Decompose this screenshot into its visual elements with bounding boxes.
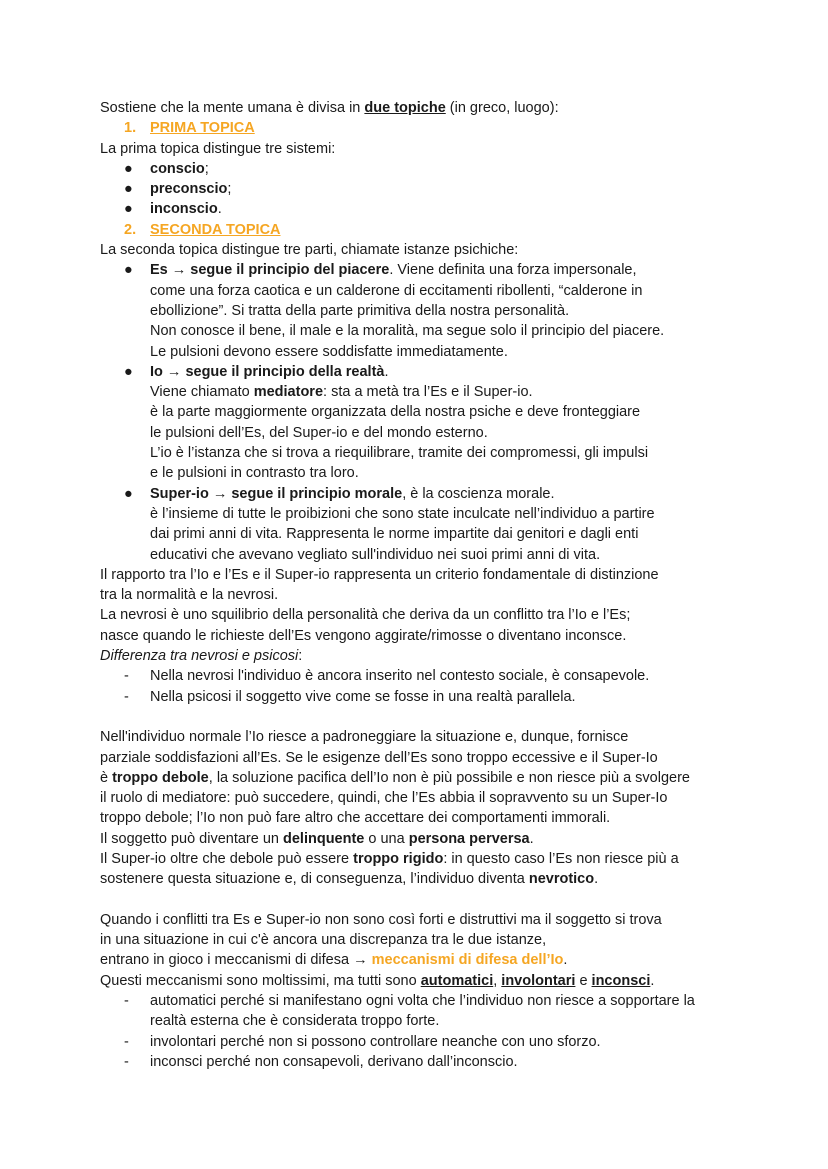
paragraph-line: Nell'individuo normale l’Io riesce a padroneggiare la situazione e, dunque, fornisce [100, 729, 629, 746]
paragraph-line: Questi meccanismi sono moltissimi, ma tutti sono automatici, involontari e inconsci. [100, 972, 655, 989]
bullet-icon: ● [124, 363, 133, 380]
paragraph-line: La nevrosi è uno squilibrio della personalità che deriva da un conflitto tra l’Io e l’Es; [100, 607, 631, 624]
paragraph-line: nasce quando le richieste dell’Es vengono aggirate/rimosse o diventano inconsce. [100, 627, 627, 644]
bullet-icon: ● [124, 262, 133, 279]
dash-item: - automatici perché si manifestano ogni volta che l’individuo non riesce a sopportare la [100, 991, 768, 1011]
dash-item: - Nella psicosi il soggetto vive come se fosse in una realtà parallela. [100, 687, 768, 707]
paragraph-line: tra la normalità e la nevrosi. [100, 587, 279, 604]
spacer [100, 890, 768, 910]
paragraph-line: parziale soddisfazioni all’Es. Se le esigenze dell’Es sono troppo eccessive e il Super-Io [100, 749, 658, 766]
paragraph-line: Il Super-io oltre che debole può essere troppo rigido: in questo caso l’Es non riesce più a [100, 850, 679, 867]
dash-icon: - [124, 668, 129, 685]
dash-item: - inconsci perché non consapevoli, derivano dall’inconscio. [100, 1052, 768, 1072]
list-continuation: Viene chiamato mediatore: sta a metà tra l’Es e il Super-io. [150, 384, 533, 401]
intro-line: Sostiene che la mente umana è divisa in due topiche (in greco, luogo): [100, 100, 559, 116]
paragraph-line: sostenere questa situazione e, di conseguenza, l’individuo diventa nevrotico. [100, 871, 599, 888]
paragraph-line: troppo debole; l’Io non può fare altro che accettare dei comportamenti immorali. [100, 810, 611, 827]
dash-item: - involontari perché non si possono controllare neanche con uno sforzo. [100, 1032, 768, 1052]
paragraph-line: entrano in gioco i meccanismi di difesa → meccanismi di difesa dell’Io. [100, 952, 568, 969]
heading-seconda-topica: 2. SECONDA TOPICA [124, 221, 281, 238]
list-item-io: ● Io → segue il principio della realtà. [100, 362, 768, 382]
paragraph-line: La seconda topica distingue tre parti, chiamate istanze psichiche: [100, 242, 519, 259]
list-continuation: è la parte maggiormente organizzata della nostra psiche e deve fronteggiare [150, 404, 641, 421]
spacer [100, 707, 768, 727]
paragraph-line: Il rapporto tra l’Io e l’Es e il Super-io rappresenta un criterio fondamentale di distinzione [100, 566, 659, 583]
paragraph-line: Quando i conflitti tra Es e Super-io non sono così forti e distruttivi ma il soggetto si trova [100, 911, 662, 928]
bullet-icon: ● [124, 181, 133, 198]
list-continuation: e le pulsioni in contrasto tra loro. [150, 465, 359, 482]
meccanismi-difesa-highlight: meccanismi di difesa dell’Io [371, 952, 564, 969]
dash-icon: - [124, 688, 129, 705]
subheading-differenza: Differenza tra nevrosi e psicosi: [100, 648, 303, 665]
paragraph-line: Il soggetto può diventare un delinquente o una persona perversa. [100, 830, 534, 847]
dash-icon: - [124, 1053, 129, 1070]
paragraph-line: in una situazione in cui c'è ancora una discrepanza tra le due istanze, [100, 932, 547, 949]
paragraph-line: La prima topica distingue tre sistemi: [100, 140, 336, 157]
dash-icon: - [124, 993, 129, 1010]
list-item: ● conscio; [100, 159, 768, 179]
list-item: ● inconscio. [100, 199, 768, 219]
list-item-es: ● Es → segue il principio del piacere. Viene definita una forza impersonale, [100, 260, 768, 280]
list-item: ● preconscio; [100, 179, 768, 199]
due-topiche-term: due topiche [364, 100, 446, 116]
dash-icon: - [124, 1033, 129, 1050]
list-continuation: Non conosce il bene, il male e la moralità, ma segue solo il principio del piacere. [150, 323, 665, 340]
list-continuation: educativi che avevano vegliato sull'individuo nei suoi primi anni di vita. [150, 546, 601, 563]
list-continuation: ebollizione”. Si tratta della parte primitiva della nostra personalità. [150, 302, 570, 319]
bullet-icon: ● [124, 160, 133, 177]
list-continuation: le pulsioni dell’Es, del Super-io e del mondo esterno. [150, 424, 488, 441]
list-continuation: L’io è l’istanza che si trova a riequilibrare, tramite dei compromessi, gli impulsi [150, 445, 649, 462]
dash-item: - Nella nevrosi l'individuo è ancora inserito nel contesto sociale, è consapevole. [100, 666, 768, 686]
bullet-icon: ● [124, 201, 133, 218]
list-continuation: come una forza caotica e un calderone di eccitamenti ribollenti, “calderone in [150, 282, 643, 299]
list-item-super-io: ● Super-io → segue il principio morale, è la coscienza morale. [100, 484, 768, 504]
heading-prima-topica: 1. PRIMA TOPICA [124, 120, 255, 137]
list-continuation: è l’insieme di tutte le proibizioni che sono state inculcate nell’individuo a partire [150, 505, 655, 522]
list-continuation: Le pulsioni devono essere soddisfatte immediatamente. [150, 343, 508, 360]
list-continuation: realtà esterna che è considerata troppo forte. [150, 1013, 440, 1030]
bullet-icon: ● [124, 485, 133, 502]
paragraph-line: il ruolo di mediatore: può succedere, quindi, che l’Es abbia il sopravvento su un Super-Io [100, 790, 668, 807]
list-continuation: dai primi anni di vita. Rappresenta le norme impartite dai genitori e dagli enti [150, 526, 639, 543]
paragraph-line: è troppo debole, la soluzione pacifica dell’Io non è più possibile e non riesce più a svolgere [100, 769, 690, 786]
